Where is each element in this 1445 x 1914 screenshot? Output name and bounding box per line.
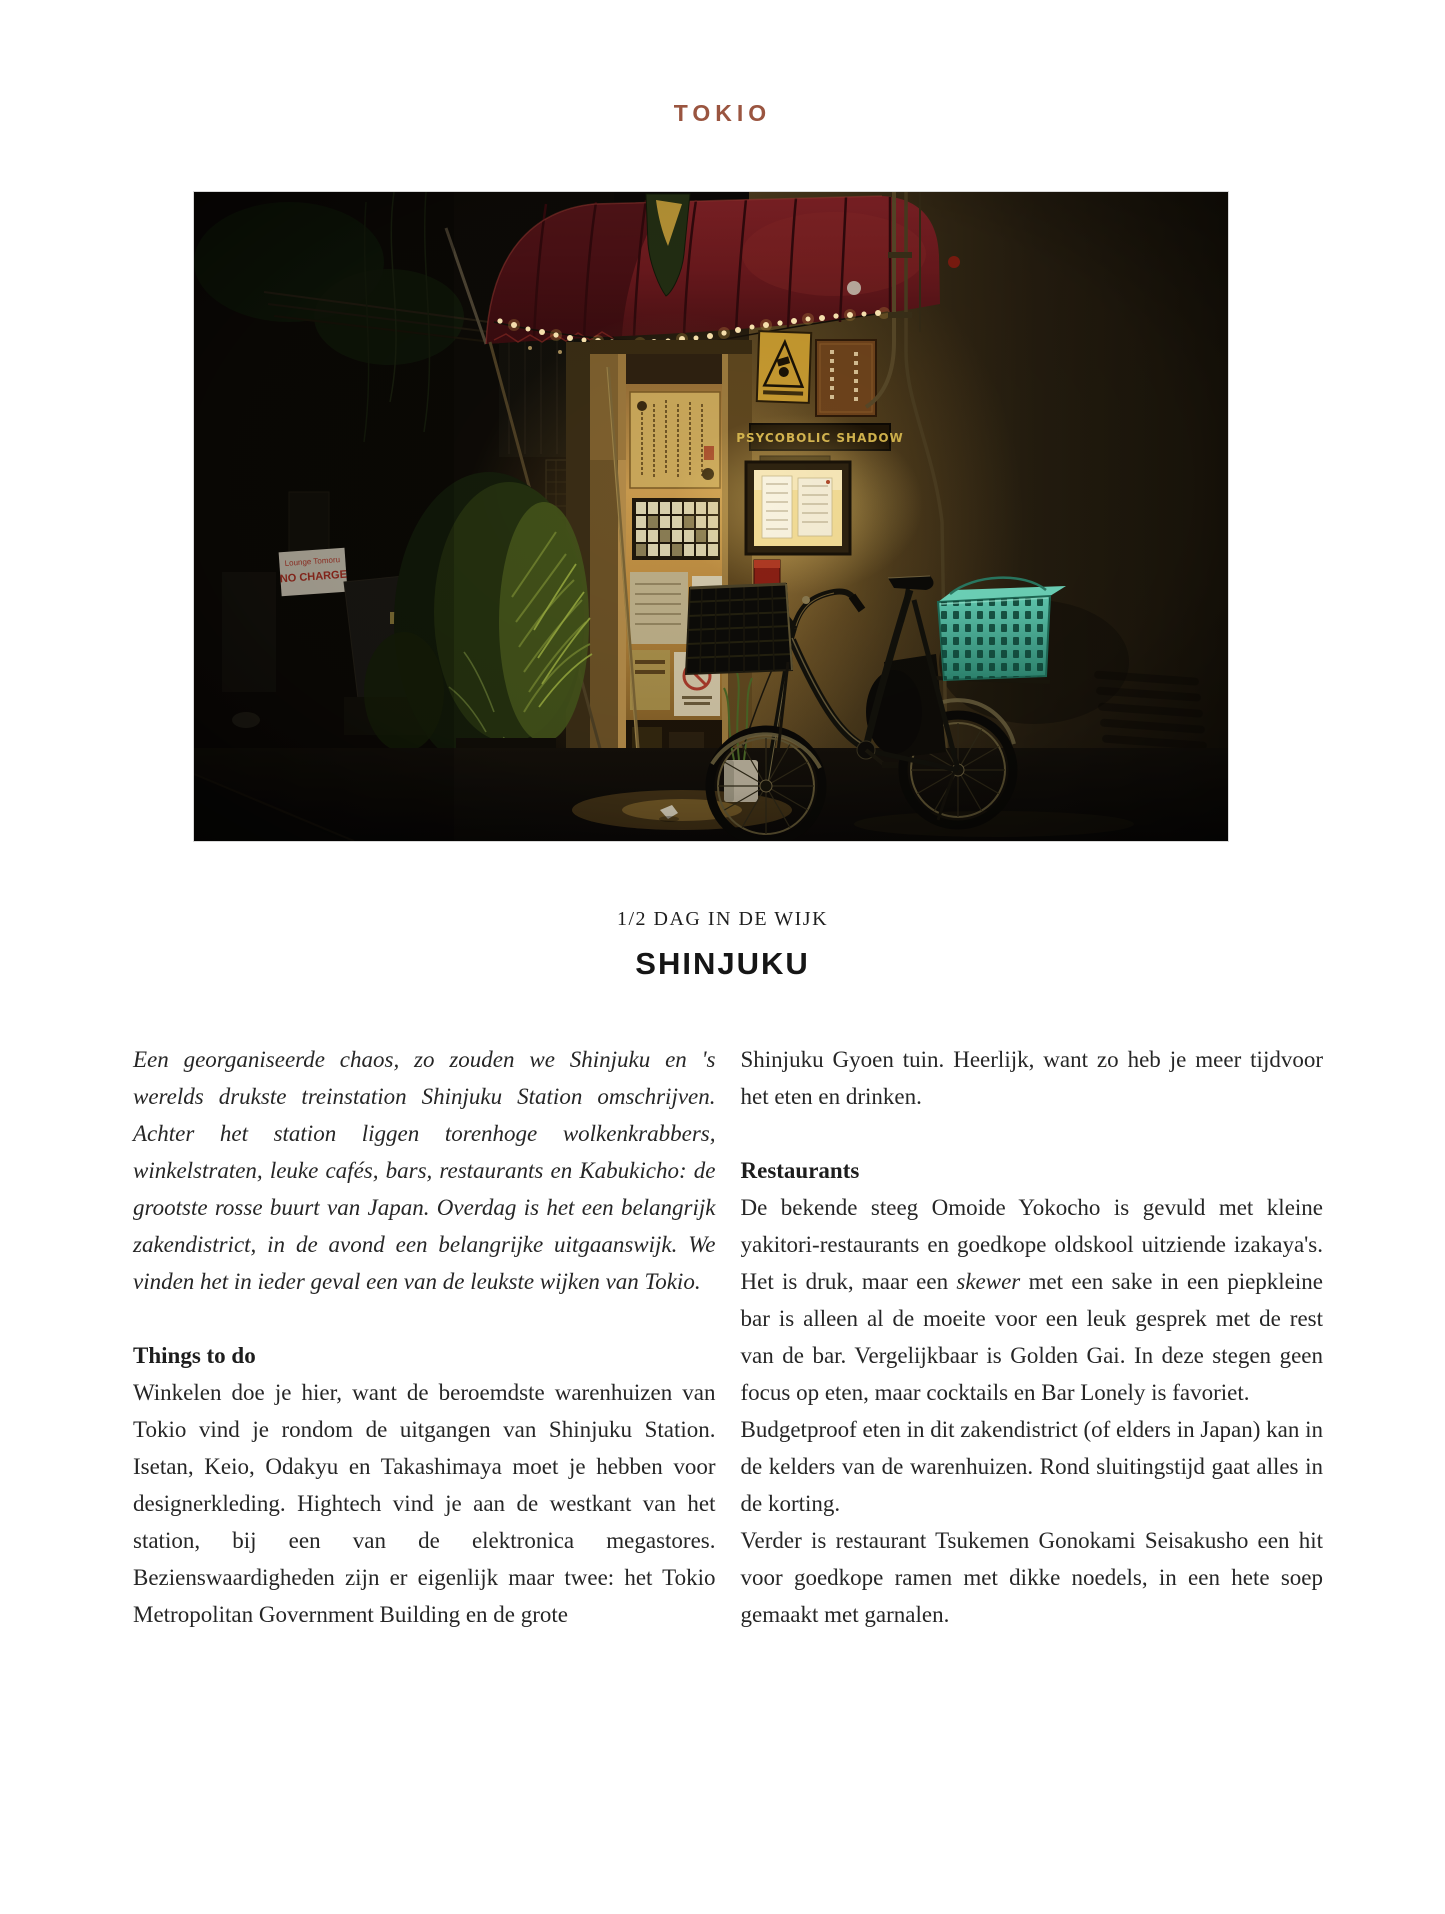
article-body [133, 1041, 1323, 1633]
column-left [133, 1041, 716, 1633]
restaurants-paragraph-3: Verder is restaurant Tsukemen Gonokami Seisakusho een hit voor goedkope ramen met dikke noedels, in een hete soep gemaakt met garnalen. [740, 1528, 1323, 1627]
things-to-do-heading: Things to do [133, 1343, 256, 1368]
page-title: TOKIO [673, 100, 772, 126]
column-right [741, 1041, 1324, 1633]
restaurants-paragraph-1 [741, 1189, 1324, 1411]
restaurants-p1-text-before: De bekende steeg Omoide Yokocho is gevuld met kleine yakitori-restaurants en goedkope oldskool uitziende izakaya's. Het is druk, maar een [740, 1195, 1323, 1294]
night-scene-illustration [194, 192, 1228, 841]
restaurants-heading: Restaurants [740, 1158, 860, 1183]
restaurants-p1-text-after: met een sake in een piepkleine bar is alleen al de moeite voor een leuk gesprek met de rest van de bar. Vergelijkbaar is Golden Gai. In deze stegen geen focus op eten, maar cocktails en Bar Lonely is favoriet. [740, 1269, 1323, 1405]
things-to-do-paragraph: Winkelen doe je hier, want de beroemdste warenhuizen van Tokio vind je rondom de uitgangen van Shinjuku Station. Isetan, Keio, Odakyu en Takashimaya moet je hebben voor designerkleding. Hightech vind je aan de westkant van het station, bij een van de elektronica megastores. Bezienswaardigheden zijn er eigenlijk maar twee: het Tokio Metropolitan Government Building en de grote [133, 1380, 716, 1627]
restaurants-paragraph-2: Budgetproof eten in dit zakendistrict (of elders in Japan) kan in de kelders van de warenhuizen. Rond sluitingstijd gaat alles in de korting. [740, 1417, 1323, 1516]
continuation-paragraph: Shinjuku Gyoen tuin. Heerlijk, want zo heb je meer tijdvoor het eten en drinken. [740, 1047, 1323, 1109]
intro-paragraph: Een georganiseerde chaos, zo zouden we Shinjuku en 's werelds drukste treinstation Shinjuku Station omschrijven. Achter het station liggen torenhoge wolkenkrabbers, winkelstraten, leuke cafés, bars, restaurants en Kabukicho: de grootste rosse buurt van Japan. Overdag is het een belangrijk zakendistrict, in de avond een belangrijke uitgaanswijk. We vinden het in ieder geval een van de leukste wijken van Tokio. [133, 1047, 716, 1294]
article-title: SHINJUKU [635, 946, 810, 981]
article-kicker: 1/2 DAG IN DE WIJK [616, 908, 829, 930]
photo-shinjuku-night [194, 192, 1228, 841]
restaurants-p1-italic-word: skewer [956, 1269, 1021, 1294]
